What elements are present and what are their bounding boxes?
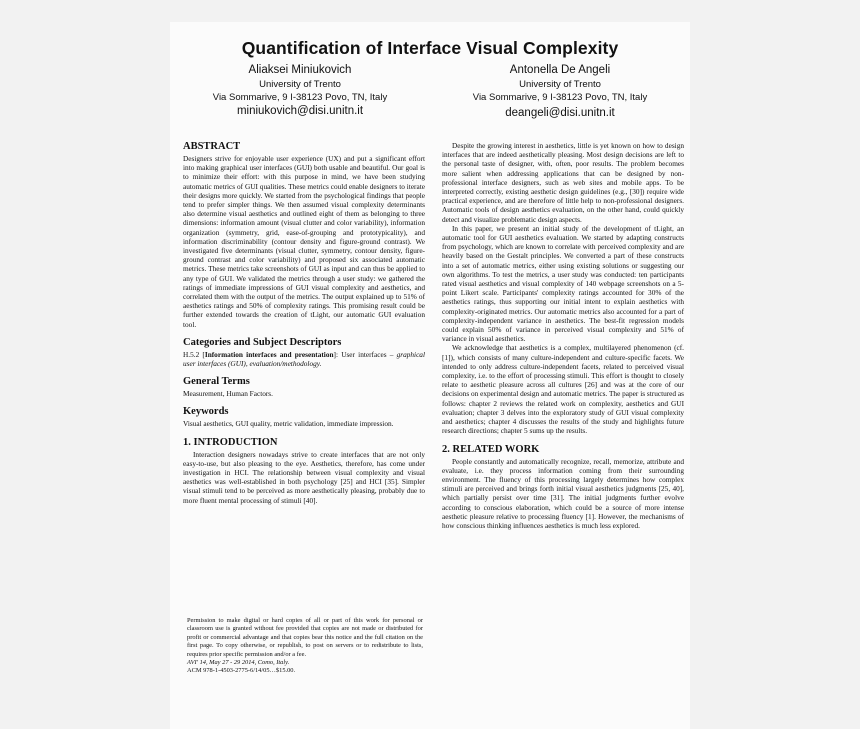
- author-affiliation: University of Trento: [519, 79, 601, 90]
- author-block-1: [170, 63, 430, 119]
- copyright-notice: [187, 617, 423, 676]
- author-email: miniukovich@disi.unitn.it: [236, 105, 364, 117]
- paper-title: Quantification of Interface Visual Complexity: [241, 38, 619, 58]
- author-name: Aliaksei Miniukovich: [248, 64, 352, 76]
- introduction-heading: 1. INTRODUCTION: [183, 436, 278, 448]
- intro-paragraph-2: In this paper, we present an initial study of the development of tLight, an automatic tool for GUI aesthetics evaluation. We started by adapting constructs from psychology, which are known to correlate with perceived complexity and are heavily based on the Gestalt principles. We converted a part of these constructs into a set of automatic metrics, either using existing solutions or suggesting our own algorithms. To test the metrics, a user study was conducted: ten participants rated visual aesthetics and visual complexity of 140 webpage screenshots on a 5-point Likert scale. Participants' complexity ratings accounted for 30% of the aesthetics ratings, thus supporting our initial intent to explain aesthetics with complexity-originated metrics. Our automatic metrics also accounted for a part of complexity-independent variance in aesthetics. The best-fit regression models could explain 50% of variance in perceived visual complexity and 51% of variance in visual aesthetics.: [442, 223, 684, 344]
- keywords-heading: Keywords: [183, 406, 229, 418]
- categories-heading: Categories and Subject Descriptors: [183, 336, 342, 348]
- author-address: Via Sommarive, 9 I-38123 Povo, TN, Italy: [212, 92, 388, 103]
- intro-paragraph-1: Despite the growing interest in aesthetics, little is yet known on how to design interfaces that are indeed aesthetically pleasing. Most design decisions are left to the personal taste of designer, with, often, poor results. The problem becomes more salient when addressing applications that can be designed by non-professional interface designers, such as web sites and mobile apps. To be interpreted correctly, existing aesthetic design guidelines (e.g., [30]) require wide practical experience, and are therefore of little help to non-professional designers. Automatic tools of design aesthetics evaluation, on the other hand, could quickly detect and visualize problematic design aspects.: [442, 141, 684, 224]
- categories-bold: Information interfaces and presentation: [204, 349, 334, 359]
- copyright-acm: ACM 978-1-4503-2775-6/14/05…$15.00.: [187, 667, 296, 675]
- related-work-text: People constantly and automatically recognize, recall, memorize, attribute and evaluate, i.e. they process information coming from their surrounding environment. The fluency of this processing largely determines how complex stimuli are perceived and brings forth initial visual aesthetics judgments [25, 40], which partially persist over time [31]. The initial judgments further evolve according to conscious elaboration, which could be a source of more intense aesthetic pleasure relative to processing fluency [1]. However, the mechanisms of how conscious thinking influences aesthetics is much less explored.: [442, 456, 684, 530]
- general-terms-heading: General Terms: [183, 376, 250, 388]
- author-affiliation: University of Trento: [259, 79, 341, 90]
- copyright-text: Permission to make digital or hard copies of all or part of this work for personal or classroom use is granted without fee provided that copies are not made or distributed for profit or commercial advantage and that copies bear this notice and the full citation on the first page. To copy otherwise, or republish, to post on servers or to redistribute to lists, requires prior specific permission and/or a fee.: [187, 617, 423, 658]
- abstract-text: Designers strive for enjoyable user experience (UX) and put a significant effort into making graphical user interfaces (GUI) both usable and beautiful. Our goal is to minimize their effort: with this purpose in mind, we have been studying automatic metrics of GUI qualities. These metrics could enable designers to iterate their designs more quickly. We started from the psychological findings that people tend to prefer simpler things. We then assumed visual complexity determinants also determine visual aesthetics and outlined eight of them as belonging to three dimensions: information amount (visual clutter and color variability), information organization (symmetry, grid, ease-of-grouping and prototypicality), and information discriminability (contour density and figure-ground contrast). We investigated five determinants (visual clutter, symmetry, contour density, figure-ground contrast and color variability) and proposed six associated automatic metrics. These metrics take screenshots of GUI as input and can thus be applied to any type of GUI. We validated the metrics through a user study: we gathered the ratings of immediate impressions of GUI visual complexity and aesthetics, and correlated them with the output of the metrics. The output explained up to 51% of aesthetics ratings and 50% of complexity ratings. This promising result could be further extended towards the creation of tLight, our automatic GUI evaluation tool.: [183, 154, 425, 329]
- author-name: Antonella De Angeli: [509, 64, 611, 76]
- abstract-heading: ABSTRACT: [183, 141, 241, 152]
- author-block-2: [430, 63, 690, 121]
- keywords-text: Visual aesthetics, GUI quality, metric validation, immediate impression.: [183, 419, 394, 429]
- general-terms-text: Measurement, Human Factors.: [183, 389, 273, 399]
- categories-italic: graphical user interfaces (GUI), evaluation/methodology.: [183, 349, 425, 369]
- right-column: [442, 141, 684, 530]
- categories-code: H.5.2 [: [183, 349, 205, 359]
- left-column: [183, 141, 425, 505]
- author-email: deangeli@disi.unitn.it: [505, 107, 615, 119]
- copyright-venue: AVI' 14, May 27 - 29 2014, Como, Italy.: [187, 659, 290, 667]
- author-address: Via Sommarive, 9 I-38123 Povo, TN, Italy: [472, 92, 648, 103]
- categories-text: [183, 350, 425, 368]
- introduction-text: Interaction designers nowadays strive to create interfaces that are not only easy-to-use, but also pleasing to the eye. Aesthetics, therefore, has come under investigation in HCI. The relationship between visual complexity and visual aesthetics was well-established in both psychology [25] and HCI [35]. Simpler visual stimuli tend to be perceived as more aesthetically pleasing, probably due to more fluent mental processing of stimuli [40].: [183, 449, 425, 505]
- categories-mid: ]: User interfaces –: [333, 349, 397, 359]
- intro-paragraph-3: We acknowledge that aesthetics is a complex, multilayered phenomenon (cf. [1]), which consists of many culture-independent and culture-specific facets. We intended to only address culture-independent facets, related to perceived visual complexity, i.e. to the effort of processing stimuli. This effort is thought to closely relate to aesthetic pleasure across all cultures [26] and was at the core of our decisions on experimental design and automatic metrics. The paper is structured as follows: chapter 2 reviews the related work on complexity, aesthetics and GUI evaluation; chapter 3 delves into the exploratory study of GUI visual complexity and aesthetics; chapter 4 discusses the results of the study and highlights future research directions; chapter 5 sums up the results.: [442, 343, 684, 436]
- related-work-heading: 2. RELATED WORK: [442, 443, 540, 455]
